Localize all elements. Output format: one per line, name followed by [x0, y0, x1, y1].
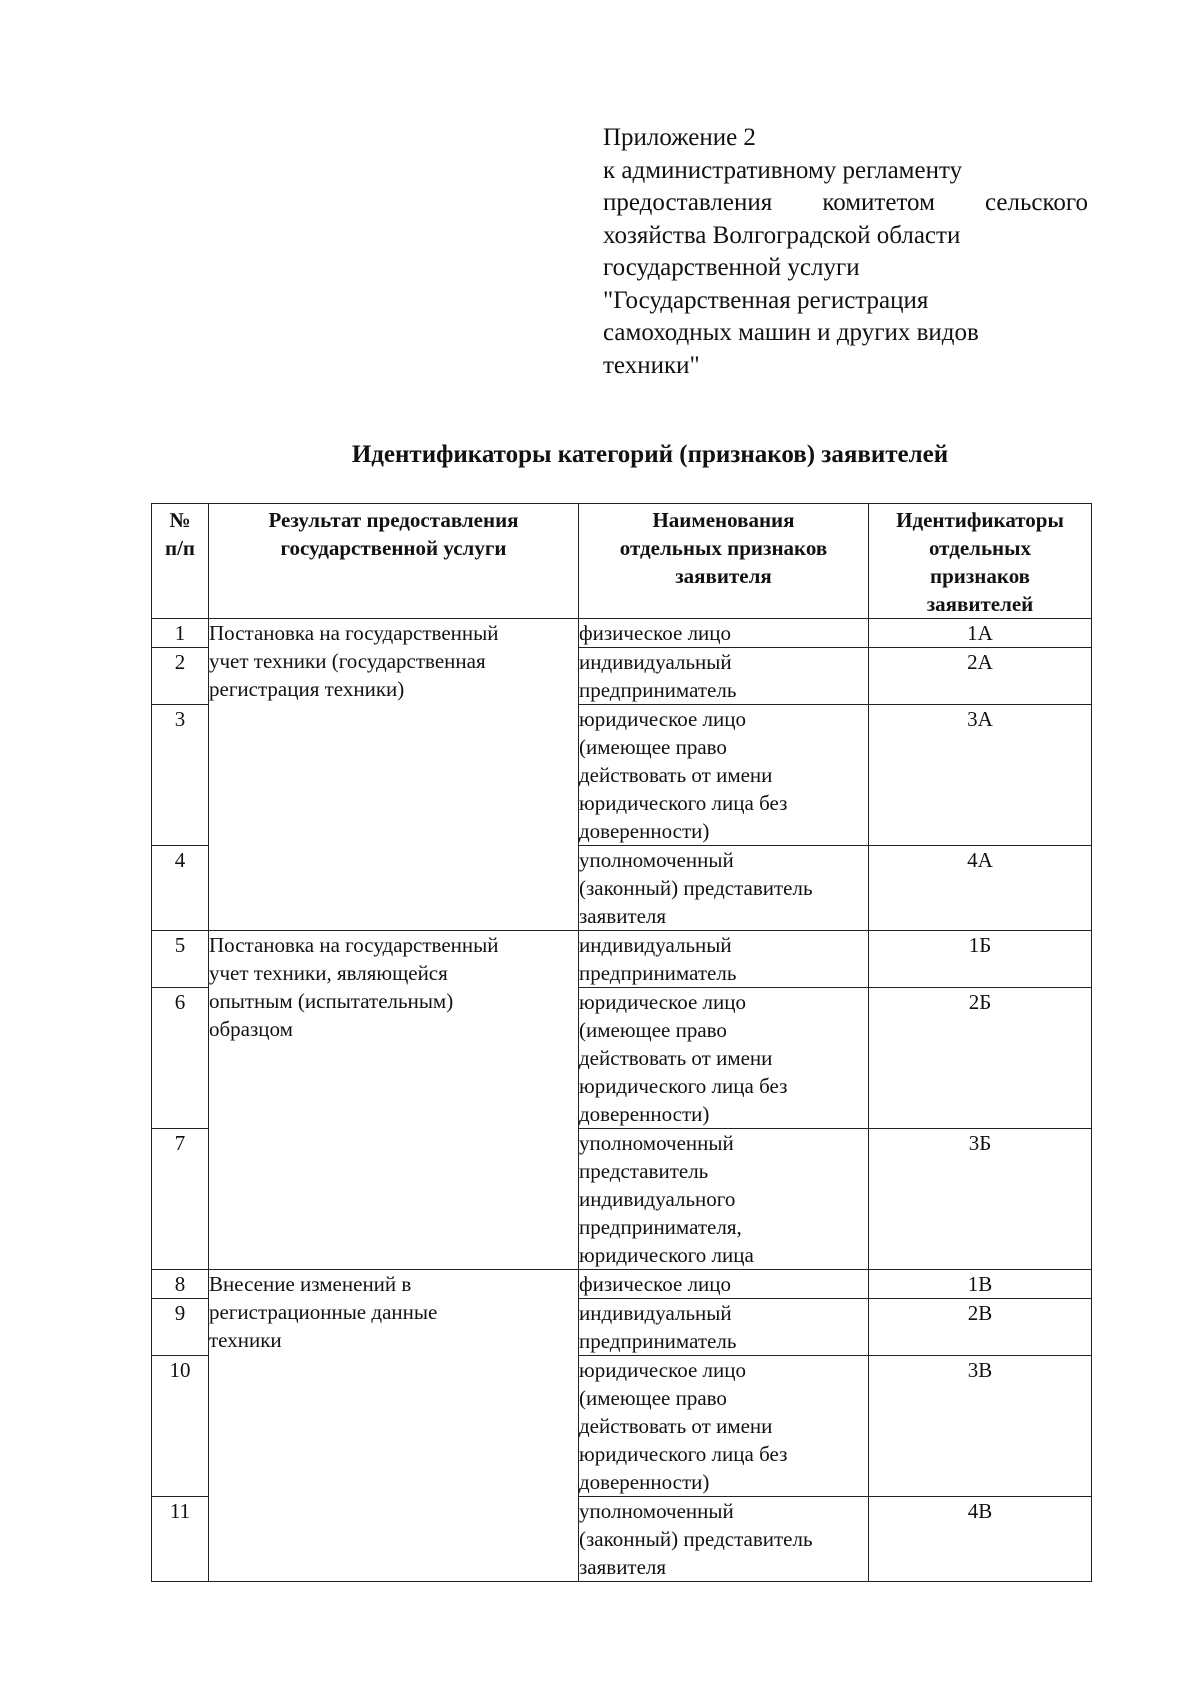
appendix-line: "Государственная регистрация	[603, 286, 929, 314]
applicant-feature-line: предпринимателя,	[579, 1215, 742, 1239]
appendix-line: техники"	[603, 351, 700, 379]
applicant-feature-identifier: 1В	[869, 1270, 1092, 1299]
applicant-feature-name	[579, 1270, 869, 1299]
appendix-reference	[603, 122, 1088, 382]
applicant-feature-line: индивидуальный	[579, 650, 732, 674]
applicant-feature-name	[579, 1497, 869, 1582]
applicant-feature-line: индивидуального	[579, 1187, 736, 1211]
applicant-feature-line: заявителя	[579, 904, 667, 928]
applicant-feature-line: физическое лицо	[579, 621, 732, 645]
applicant-feature-line: индивидуальный	[579, 1301, 732, 1325]
applicant-feature-line: предприниматель	[579, 1329, 737, 1353]
row-number: 2	[152, 648, 209, 705]
row-number: 3	[152, 705, 209, 846]
applicant-feature-line: юридического лица без	[579, 791, 788, 815]
table-header-row	[152, 504, 1092, 619]
applicant-feature-line: доверенности)	[579, 1470, 710, 1494]
applicant-feature-name	[579, 705, 869, 846]
applicant-feature-line: физическое лицо	[579, 1272, 732, 1296]
applicant-feature-identifier: 2Б	[869, 988, 1092, 1129]
service-result-line: образцом	[209, 1017, 293, 1041]
header-result: Результат предоставления государственной услуги	[209, 504, 579, 619]
service-result-line: Внесение изменений в	[209, 1272, 412, 1296]
document-title: Идентификаторы категорий (признаков) заявителей	[351, 441, 949, 468]
applicant-feature-name	[579, 619, 869, 648]
table-body	[152, 619, 1092, 1582]
applicant-feature-name	[579, 648, 869, 705]
applicant-feature-name	[579, 1129, 869, 1270]
header-identifier: Идентификаторы отдельных признаков заявителей	[869, 504, 1092, 619]
applicant-feature-identifier: 2В	[869, 1299, 1092, 1356]
appendix-line: хозяйства Волгоградской области	[603, 221, 961, 249]
header-number: № п/п	[152, 504, 209, 619]
row-number: 8	[152, 1270, 209, 1299]
table-row	[152, 619, 1092, 648]
row-number: 9	[152, 1299, 209, 1356]
header-feature-name: Наименования отдельных признаков заявителя	[579, 504, 869, 619]
applicant-feature-line: доверенности)	[579, 819, 710, 843]
applicant-feature-line: юридического лица	[579, 1243, 754, 1267]
applicant-feature-line: (законный) представитель	[579, 876, 813, 900]
applicant-feature-line: индивидуальный	[579, 933, 732, 957]
applicant-feature-line: юридическое лицо	[579, 1358, 746, 1382]
service-result-line: Постановка на государственный	[209, 621, 499, 645]
service-result-line: техники	[209, 1328, 282, 1352]
applicant-feature-line: действовать от имени	[579, 1046, 773, 1070]
appendix-line: самоходных машин и других видов	[603, 319, 979, 346]
applicant-feature-line: действовать от имени	[579, 1414, 773, 1438]
applicant-feature-line: (законный) представитель	[579, 1527, 813, 1551]
applicant-feature-line: юридического лица без	[579, 1442, 788, 1466]
applicant-feature-line: юридического лица без	[579, 1074, 788, 1098]
applicant-feature-identifier: 2А	[869, 648, 1092, 705]
appendix-line: к административному регламенту	[603, 156, 963, 184]
applicant-feature-line: заявителя	[579, 1555, 667, 1579]
applicant-feature-line: юридическое лицо	[579, 990, 746, 1014]
applicant-feature-line: предприниматель	[579, 961, 737, 985]
service-result	[209, 1270, 579, 1582]
applicant-feature-line: уполномоченный	[579, 1499, 734, 1523]
applicant-feature-line: (имеющее право	[579, 1018, 727, 1042]
table-row	[152, 931, 1092, 988]
applicant-feature-identifier: 1Б	[869, 931, 1092, 988]
applicant-feature-identifier: 4А	[869, 846, 1092, 931]
service-result-line: Постановка на государственный	[209, 933, 499, 957]
applicant-feature-line: юридическое лицо	[579, 707, 746, 731]
applicant-feature-line: уполномоченный	[579, 848, 734, 872]
applicant-feature-name	[579, 1299, 869, 1356]
applicant-feature-identifier: 1А	[869, 619, 1092, 648]
row-number: 1	[152, 619, 209, 648]
applicant-feature-name	[579, 988, 869, 1129]
table-row	[152, 1270, 1092, 1299]
applicant-feature-line: (имеющее право	[579, 1386, 727, 1410]
service-result	[209, 931, 579, 1270]
appendix-line: Приложение 2	[603, 124, 756, 151]
applicant-feature-name	[579, 931, 869, 988]
applicant-feature-line: предприниматель	[579, 678, 737, 702]
appendix-line: государственной услуги	[603, 254, 860, 281]
row-number: 5	[152, 931, 209, 988]
applicant-feature-line: действовать от имени	[579, 763, 773, 787]
row-number: 4	[152, 846, 209, 931]
service-result-line: учет техники (государственная	[209, 649, 486, 673]
service-result-line: регистрация техники)	[209, 677, 405, 701]
applicant-feature-line: (имеющее право	[579, 735, 727, 759]
appendix-line: предоставления комитетом сельского	[603, 189, 1088, 216]
service-result	[209, 619, 579, 931]
applicant-feature-identifier: 4В	[869, 1497, 1092, 1582]
row-number: 11	[152, 1497, 209, 1582]
row-number: 6	[152, 988, 209, 1129]
applicant-feature-name	[579, 846, 869, 931]
service-result-line: регистрационные данные	[209, 1300, 438, 1324]
row-number: 7	[152, 1129, 209, 1270]
applicant-feature-line: представитель	[579, 1159, 709, 1183]
service-result-line: учет техники, являющейся	[209, 961, 448, 985]
row-number: 10	[152, 1356, 209, 1497]
applicant-feature-identifier: 3В	[869, 1356, 1092, 1497]
applicant-feature-name	[579, 1356, 869, 1497]
applicant-feature-line: доверенности)	[579, 1102, 710, 1126]
applicant-feature-identifier: 3А	[869, 705, 1092, 846]
service-result-line: опытным (испытательным)	[209, 989, 454, 1013]
identifiers-table	[151, 503, 1092, 1582]
applicant-feature-line: уполномоченный	[579, 1131, 734, 1155]
applicant-feature-identifier: 3Б	[869, 1129, 1092, 1270]
